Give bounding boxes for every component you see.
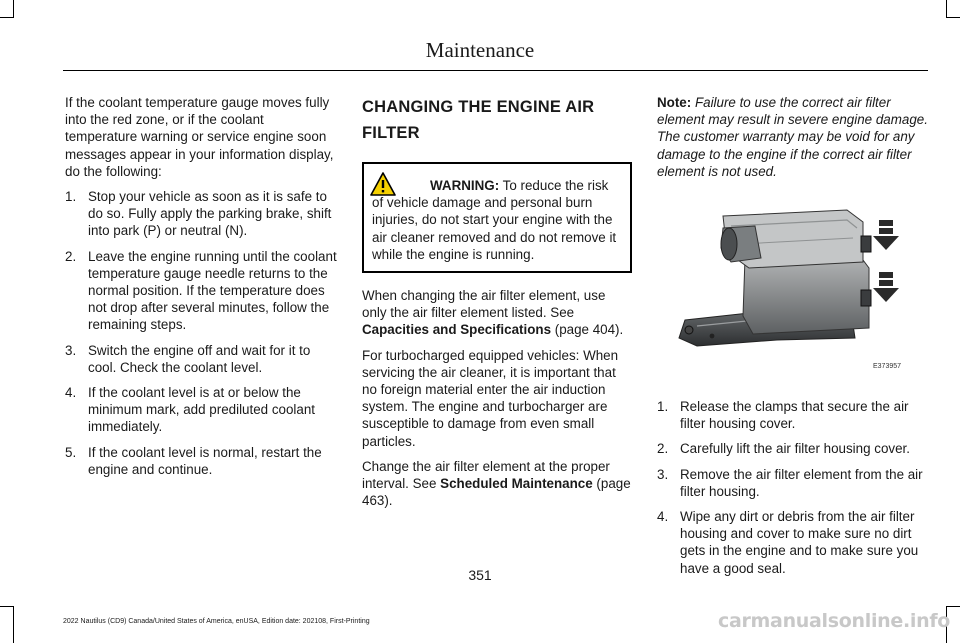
step-number: 4.	[65, 385, 77, 401]
column-left	[65, 94, 338, 486]
list-item	[65, 342, 338, 376]
crop-mark-bottom-left-h	[0, 606, 14, 607]
crop-mark-bottom-left-v	[13, 606, 14, 643]
list-item	[657, 398, 929, 432]
section-heading-line-1: CHANGING THE ENGINE AIR	[362, 98, 595, 116]
note-label: Note:	[657, 95, 692, 110]
list-item	[65, 188, 338, 240]
note-text: Failure to use the correct air filter element may result in severe engine damage. The customer warranty may be void for any damage to the engine if the correct air filter element is not used.	[657, 95, 928, 179]
air-filter-housing-image	[657, 198, 921, 378]
crop-mark-top-left-v	[13, 0, 14, 18]
paragraph-filter-listed	[362, 287, 632, 339]
step-text: Carefully lift the air filter housing cover.	[680, 441, 910, 457]
warning-label: WARNING:	[430, 178, 500, 193]
section-heading	[362, 94, 632, 146]
warning-body: To reduce the risk of vehicle damage and personal burn injuries, do not start your engine with the air cleaner removed and do not remove it while the engine is running.	[372, 178, 617, 262]
page-reference: (page 404).	[551, 322, 624, 338]
step-number: 3.	[657, 466, 669, 482]
page-number: 351	[468, 567, 492, 583]
arrow-down-icon	[873, 272, 899, 302]
edition-footer: 2022 Nautilus (CD9) Canada/United States of America, enUSA, Edition date: 202108, First-Printing	[63, 618, 370, 625]
coolant-steps-list	[65, 188, 338, 478]
step-number: 2.	[657, 441, 669, 457]
air-filter-housing-illustration	[657, 198, 921, 378]
step-number: 3.	[65, 342, 77, 358]
step-number: 1.	[65, 189, 77, 205]
cross-reference-link[interactable]: Scheduled Maintenance	[440, 476, 593, 492]
cross-reference-link[interactable]: Capacities and Specifications	[362, 322, 552, 338]
page-reference: (page 463).	[362, 476, 631, 509]
figure-code: E373957	[873, 363, 902, 371]
paragraph-text: When changing the air filter element, use only the air filter element listed. See	[362, 288, 606, 321]
list-item	[657, 440, 929, 457]
paragraph-turbo: For turbocharged equipped vehicles: When servicing the air cleaner, it is important that no foreign material enter the air induction system. The engine and turbocharger are susceptible to damage from even small particles.	[362, 347, 619, 449]
step-text: Remove the air filter element from the air filter housing.	[680, 466, 923, 499]
step-text: Leave the engine running until the coolant temperature gauge needle returns to the normal position. If the temperature does not drop after several minutes, follow the remaining steps.	[88, 248, 337, 333]
step-text: Stop your vehicle as soon as it is safe to do so. Fully apply the parking brake, shift into park (P) or neutral (N).	[88, 189, 332, 239]
paragraph-interval	[362, 458, 632, 510]
list-item	[65, 444, 338, 478]
air-filter-steps-list	[657, 398, 929, 577]
header-divider	[63, 70, 928, 71]
step-text: If the coolant level is normal, restart the engine and continue.	[88, 444, 322, 477]
step-text: Wipe any dirt or debris from the air filter housing and cover to make sure no dirt gets in the engine and to make sure you have a good seal.	[680, 509, 919, 576]
section-heading-line-2: FILTER	[362, 124, 420, 142]
crop-mark-top-right-v	[946, 0, 947, 18]
warning-box	[362, 162, 632, 273]
step-text: Switch the engine off and wait for it to cool. Check the coolant level.	[88, 342, 311, 375]
paragraph-text: Change the air filter element at the proper interval. See	[362, 458, 610, 492]
step-number: 2.	[65, 248, 77, 264]
list-item	[65, 384, 338, 436]
list-item	[65, 248, 338, 334]
list-item	[657, 466, 929, 500]
step-number: 5.	[65, 444, 77, 460]
step-number: 1.	[657, 399, 669, 415]
note-paragraph	[657, 94, 929, 180]
watermark: carmanualsonline.info	[718, 610, 951, 632]
crop-mark-top-right-h	[946, 17, 960, 18]
step-text: Release the clamps that secure the air filter housing cover.	[680, 399, 909, 432]
step-number: 4.	[657, 509, 669, 525]
arrow-down-icon	[873, 220, 899, 250]
crop-mark-top-left-h	[0, 17, 14, 18]
page-title: Maintenance	[425, 38, 535, 62]
step-text: If the coolant level is at or below the minimum mark, add prediluted coolant immediately.	[88, 385, 316, 435]
warning-triangle-icon	[370, 172, 396, 196]
warning-text	[372, 177, 622, 263]
column-right	[657, 94, 929, 585]
crop-mark-bottom-right-h	[946, 606, 960, 607]
intro-paragraph: If the coolant temperature gauge moves fully into the red zone, or if the coolant temperature warning or service engine soon messages appear in your information display, do the following:	[65, 95, 334, 179]
column-middle	[362, 94, 632, 517]
